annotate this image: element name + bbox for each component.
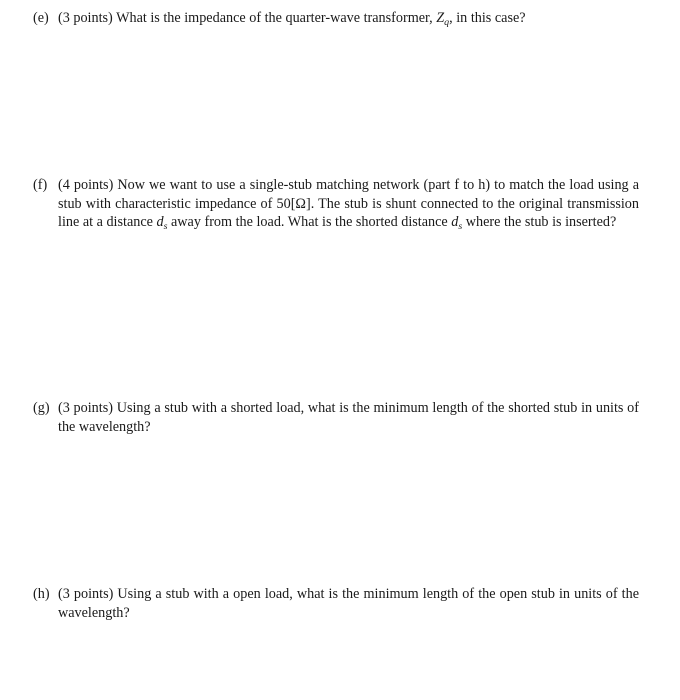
question-f-symbol-ds: $d_s$	[156, 214, 168, 232]
question-e-label: (e)	[33, 10, 49, 26]
question-e-body	[33, 9, 639, 28]
question-e-text: What is the impedance of the quarter-wave transformer,	[116, 10, 433, 26]
question-h-points: (3 points)	[58, 586, 114, 602]
question-f-text: Now we want to use a single-stub matching network (part f to h) to match the load using a stub with characteristic impedance of 50[Ω]. The stub is shunt connected to the original transmission line at a distance	[58, 177, 640, 230]
question-e-text-end: , in this case?	[449, 10, 526, 26]
question-g	[33, 399, 639, 436]
question-f-points: (4 points)	[58, 177, 114, 193]
question-h-label: (h)	[33, 586, 50, 602]
question-f-text-mid: away from the load. What is the shorted distance	[171, 214, 448, 230]
question-f-text-end: where the stub is inserted?	[465, 214, 617, 230]
question-e-points: (3 points)	[58, 10, 113, 26]
question-g-text: Using a stub with a shorted load, what is the minimum length of the shorted stub in units of the wavelength?	[58, 400, 639, 435]
question-g-label: (g)	[33, 400, 50, 416]
question-e	[33, 9, 639, 28]
question-f-label: (f)	[33, 177, 48, 193]
question-f	[33, 176, 639, 232]
question-h-text: Using a stub with a open load, what is the minimum length of the open stub in units of the wavelength?	[58, 586, 640, 621]
question-h-body	[33, 585, 639, 622]
question-g-body	[33, 399, 639, 436]
question-e-symbol: $Z_q$	[436, 10, 450, 28]
question-f-symbol-ds-2: $d_s$	[451, 214, 463, 232]
question-g-points: (3 points)	[58, 400, 113, 416]
question-f-body	[33, 176, 639, 232]
question-h	[33, 585, 639, 622]
